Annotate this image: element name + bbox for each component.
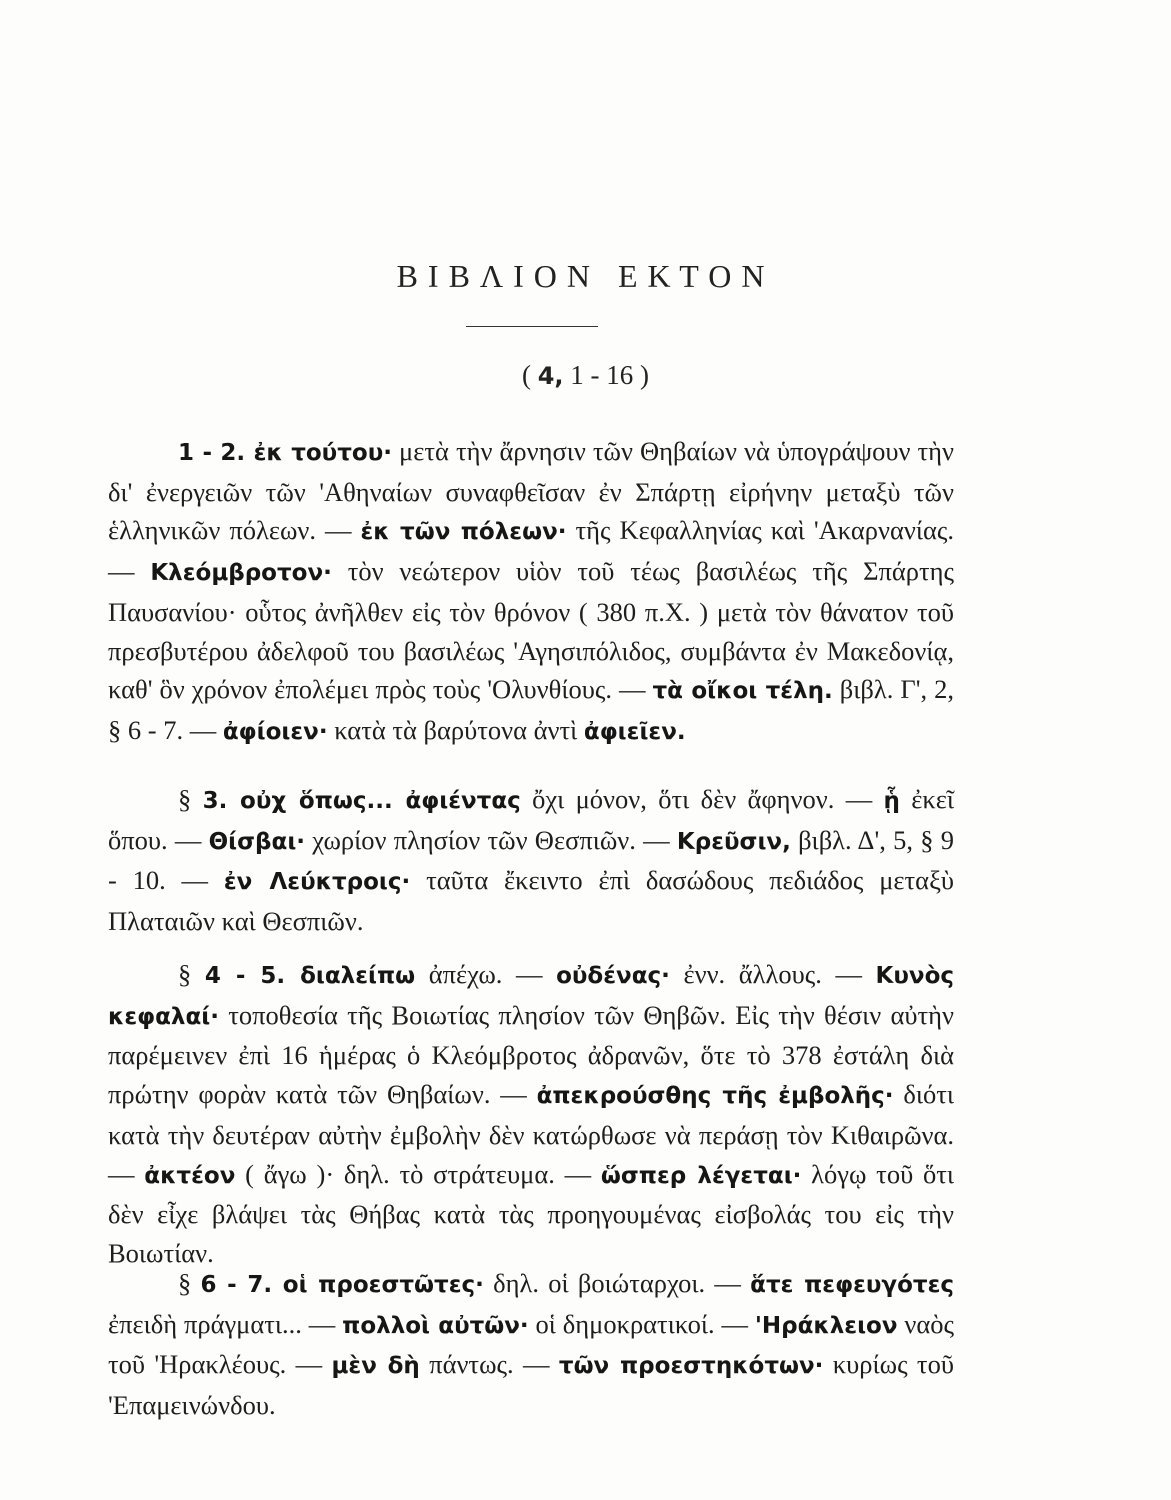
lemma: ἀκτέον — [144, 1162, 236, 1189]
lemma: οὐδένας· — [556, 963, 670, 989]
lemma: τὰ οἴκοι τέλη. — [652, 678, 833, 705]
range-open: ( — [521, 360, 538, 390]
commentary-paragraph-4 — [108, 1264, 954, 1425]
gloss: κατὰ τὰ βαρύτονα ἀντὶ — [327, 714, 584, 745]
lemma: Κλεόμβροτον· — [150, 560, 332, 587]
lemma: ἀπεκρούσθης τῆς ἐμβολῆς· — [536, 1083, 894, 1110]
title-divider — [466, 326, 598, 327]
section-sign: § — [178, 1268, 201, 1298]
gloss: λόγῳ τοῦ ὅτι δὲν εἶχε βλάψει τὰς Θήβας κατὰ τὰς προηγουμένας εἰσβολάς του εἰς τὴν Βοιωτίαν. — [108, 1158, 954, 1268]
range-chapter: 4, — [537, 362, 564, 390]
commentary-paragraph-2 — [108, 780, 954, 941]
gloss: τὸν νεώτερον υἱὸν τοῦ τέως βασιλέως τῆς Σπάρτης Παυσανίου· οὗτος ἀνῆλθεν εἰς τὸν θρόνον ( 380 π.Χ. ) μετὰ τὸν θάνατον τοῦ πρεσβυτέρου ἀδελφοῦ του βασιλέως 'Αγησιπόλιδος, συμβάντα ἐν Μακεδονίᾳ, καθ' ὃν χρόνον ἐπολέμει πρὸς τοὺς 'Ολυνθίους. — — [108, 556, 955, 705]
gloss: τῆς Κεφαλληνίας καὶ 'Ακαρνανίας. — — [108, 515, 955, 587]
lemma: 3. οὐχ ὅπως... ἀφιέντας — [202, 788, 521, 814]
lemma: μὲν δὴ — [331, 1353, 420, 1380]
lemma: Θίσβαι· — [208, 828, 306, 855]
gloss: οἱ δημοκρατικοί. — — [528, 1308, 755, 1339]
gloss: διότι κατὰ τὴν δευτέραν αὐτὴν ἐμβολὴν δὲν κατώρθωσε νὰ περάσῃ τὸν Κιθαιρῶνα. — — [108, 1079, 954, 1189]
chapter-range — [0, 360, 1171, 391]
lemma: Κυνὸς κεφαλαί· — [108, 963, 955, 1030]
book-title: ΒΙΒΛΙΟΝ ΕΚΤΟΝ — [396, 258, 775, 294]
gloss: βιβλ. Δ', 5, § 9 - 10. — — [108, 824, 954, 896]
section-sign: § — [178, 959, 205, 989]
gloss: ἐκεῖ ὅπου. — — [108, 784, 954, 855]
gloss: ἐνν. ἄλλους. — — [669, 959, 876, 989]
gloss: ταῦτα ἔκειντο ἐπὶ δασώδους πεδιάδος μεταξὺ Πλαταιῶν καὶ Θεσπιῶν. — [108, 865, 954, 937]
gloss: ( ἄγω )· δηλ. τὸ στράτευμα. — — [235, 1158, 601, 1189]
lemma: πολλοὶ αὐτῶν· — [342, 1312, 529, 1339]
lemma: τῶν προεστηκότων· — [558, 1353, 824, 1380]
gloss: ὄχι μόνον, ὅτι δὲν ἄφηνον. — — [520, 784, 884, 814]
gloss: δηλ. οἱ βοιώταρχοι. — — [483, 1268, 751, 1298]
gloss: βιβλ. Γ', 2, § 6 - 7. — — [108, 674, 954, 745]
lemma: 6 - 7. οἱ προεστῶτες· — [200, 1272, 484, 1298]
gloss: χωρίον πλησίον τῶν Θεσπιῶν. — — [305, 824, 677, 855]
gloss: ἀπέχω. — — [415, 959, 557, 989]
lemma: ἀφιεῖεν. — [583, 718, 686, 745]
lemma: 'Ηράκλειον — [754, 1312, 898, 1339]
gloss: κυρίως τοῦ 'Επαμεινώνδου. — [108, 1349, 954, 1421]
lemma: ἐν Λεύκτροις· — [223, 869, 411, 896]
commentary-paragraph-1 — [108, 432, 954, 752]
commentary-paragraph-3 — [108, 955, 954, 1273]
gloss: τοποθεσία τῆς Βοιωτίας πλησίον τῶν Θηβῶν. Εἰς τὴν θέσιν αὐτὴν παρέμεινεν ἐπὶ 16 ἡμέρας ὁ Κλεόμβροτος ἀδρανῶν, ὅτε τὸ 378 ἐστάλη διὰ πρώτην φορὰν κατὰ τῶν Θηβαίων. — — [108, 999, 954, 1110]
section-sign: § — [178, 784, 203, 814]
lemma: ὥσπερ λέγεται· — [600, 1162, 802, 1189]
gloss: πάντως. — — [419, 1349, 559, 1380]
lemma: ἀφίοιεν· — [222, 718, 328, 745]
lemma: ἅτε πεφευγότες — [750, 1272, 955, 1298]
lemma: ᾗ — [883, 788, 900, 814]
range-sections: 1 - 16 ) — [563, 360, 650, 390]
lemma: 1 - 2. ἐκ τούτου· — [178, 440, 392, 466]
lemma: ἐκ τῶν πόλεων· — [360, 519, 567, 546]
gloss: ἐπειδὴ πράγματι... — — [108, 1308, 343, 1339]
gloss: ναὸς τοῦ 'Ηρακλέους. — — [108, 1308, 955, 1380]
lemma: 4 - 5. διαλείπω — [204, 963, 416, 989]
lemma: Κρεῦσιν, — [676, 828, 791, 855]
gloss: μετὰ τὴν ἄρνησιν τῶν Θηβαίων νὰ ὑπογράψουν τὴν δι' ἐνεργειῶν τῶν 'Αθηναίων συναφθεῖσαν ἐν Σπάρτῃ εἰρήνην μεταξὺ τῶν ἑλληνικῶν πόλεων. — — [108, 436, 954, 546]
